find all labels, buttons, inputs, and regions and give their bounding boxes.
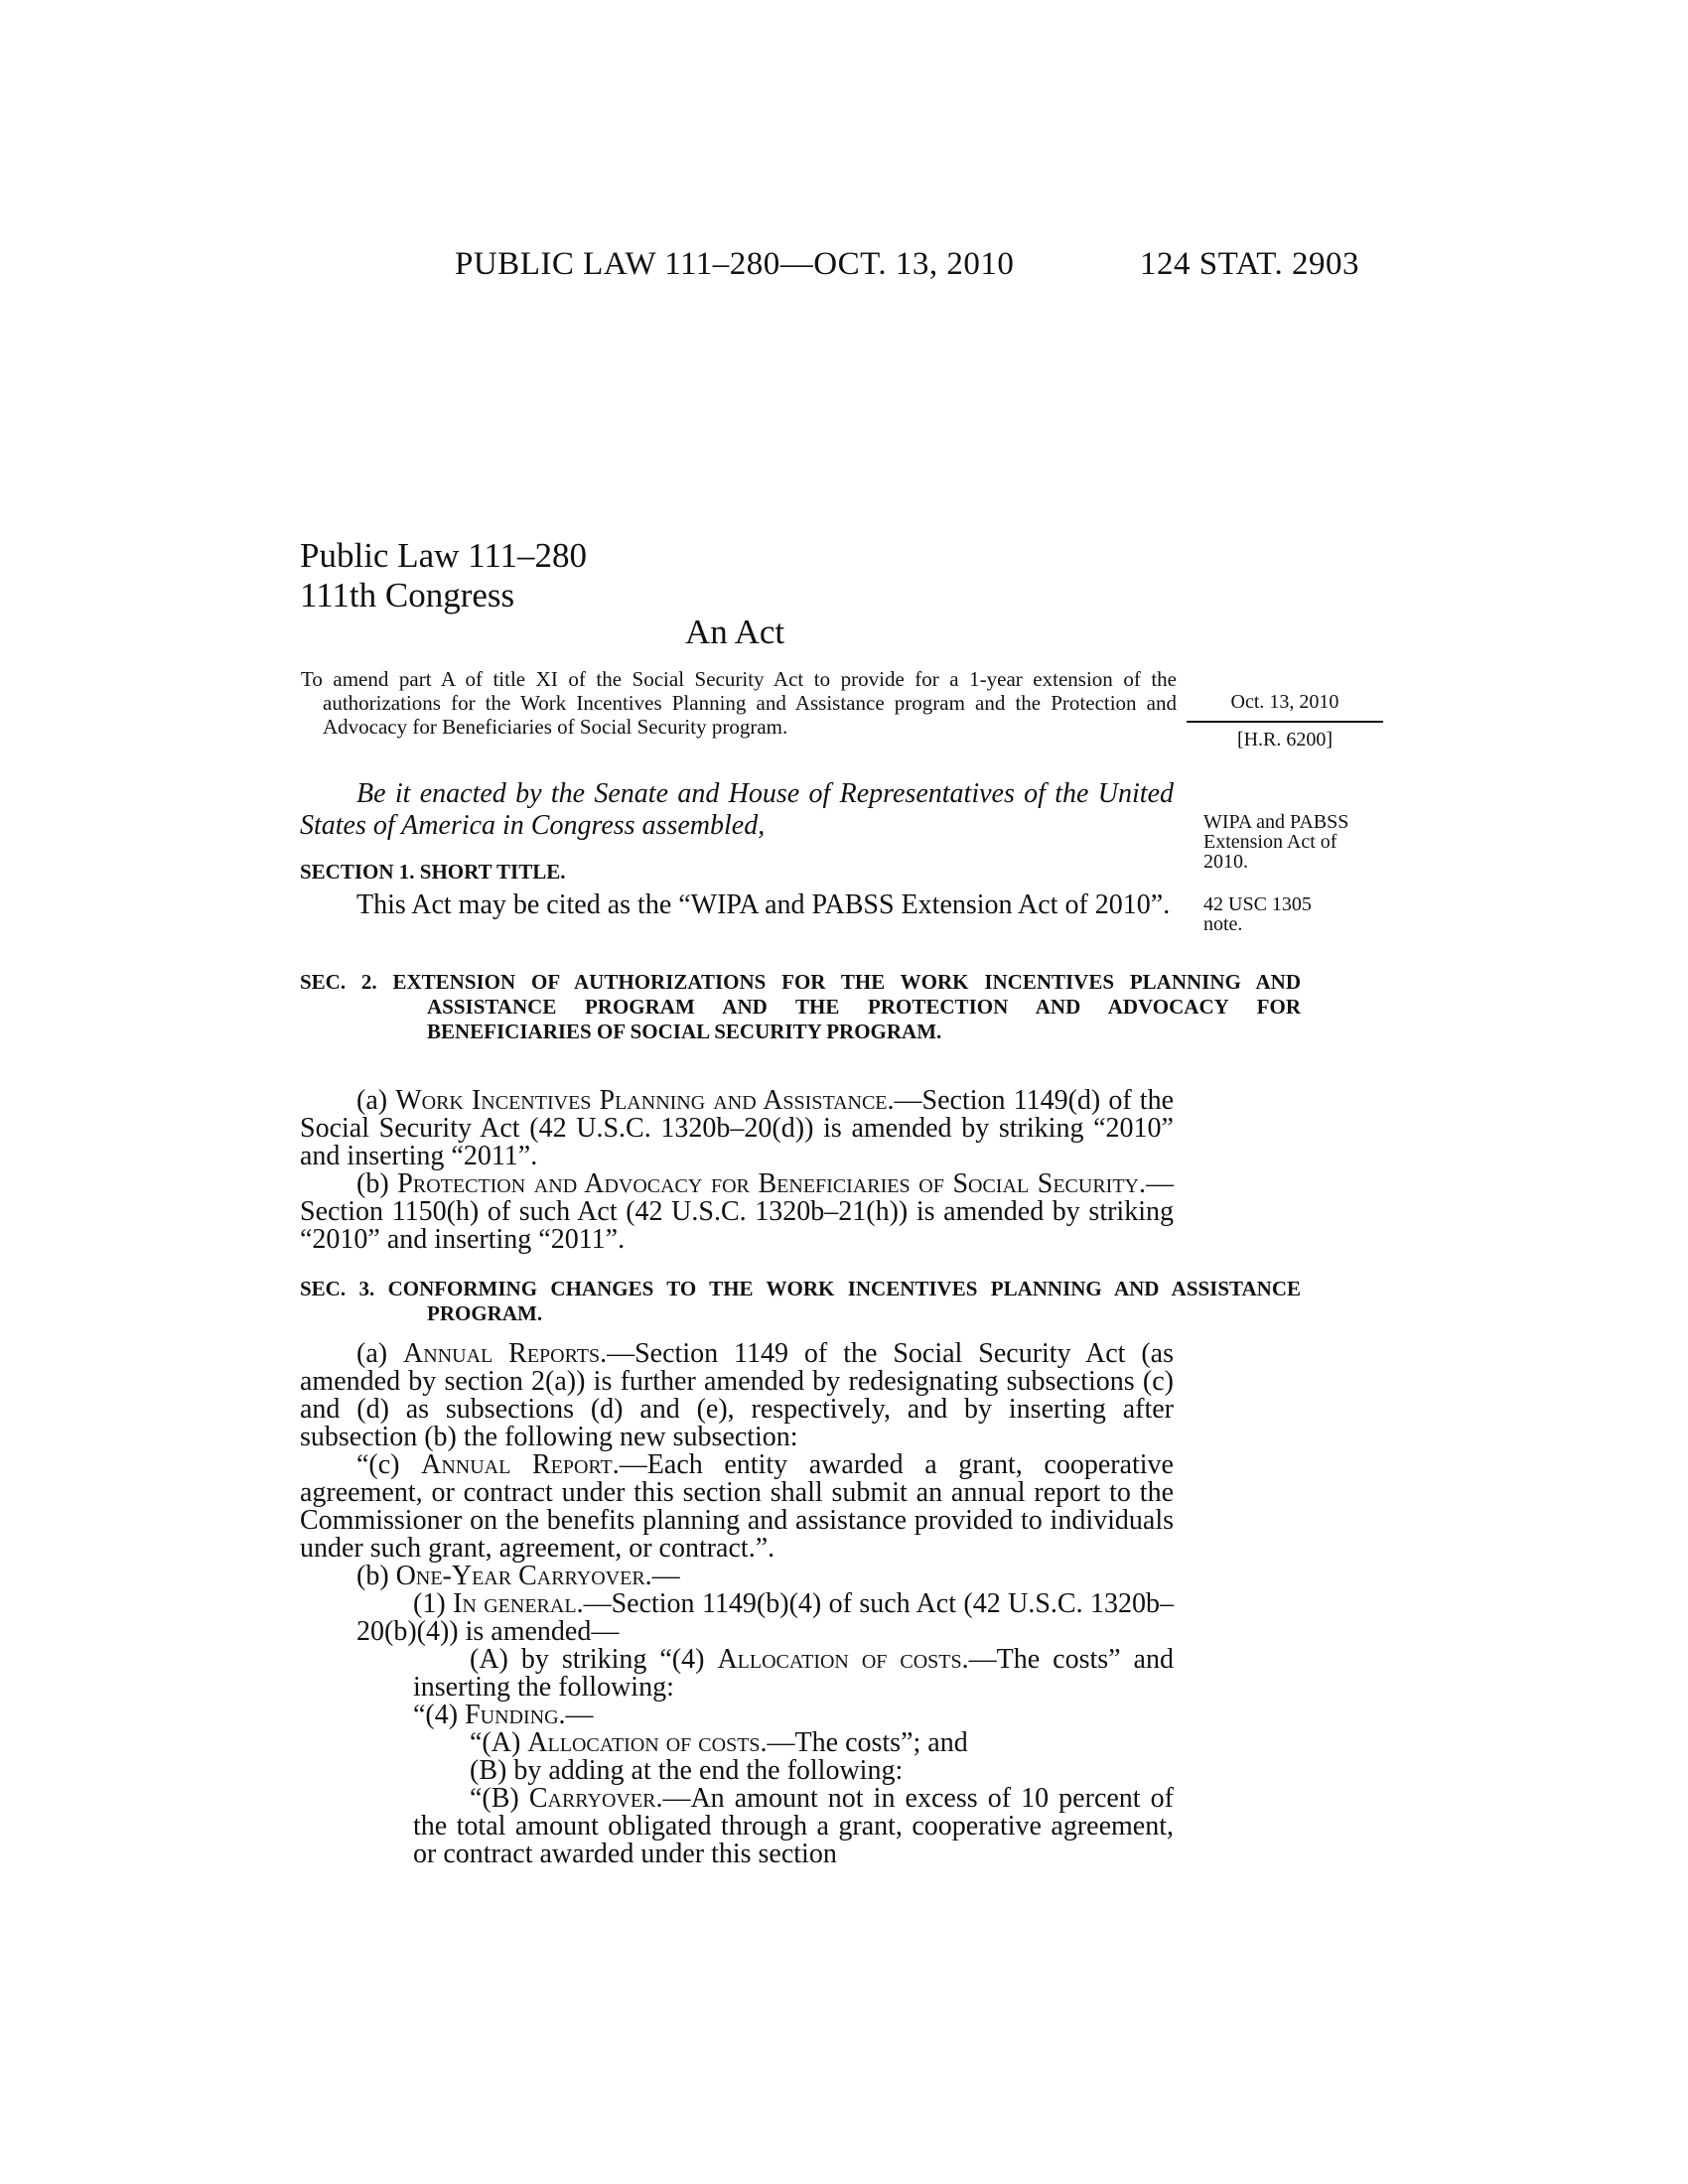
section-3-body [300, 1340, 1174, 1868]
subsection-caption: One-Year Carryover [395, 1561, 645, 1591]
act-title: An Act [685, 613, 785, 651]
paragraph-caption: In general [453, 1588, 577, 1619]
section-3-heading: SEC. 3. CONFORMING CHANGES TO THE WORK INCENTIVES PLANNING AND ASSISTANCE PROGRAM. [300, 1277, 1301, 1325]
purpose-clause [301, 667, 1177, 739]
purpose-text: To amend part A of title XI of the Social Security Act to provide for a 1-year extension of the authorizations for the Work Incentives Planning and Assistance program and the Protection and Advocacy for Beneficiaries of Social Security program. [301, 667, 1177, 739]
section-1-text: This Act may be cited as the “WIPA and PABSS Extension Act of 2010”. [356, 889, 1171, 920]
subparagraph-A: (A) by striking “(4) Allocation of costs.—The costs” and inserting the following: [413, 1644, 1174, 1703]
congress-number: 111th Congress [300, 576, 515, 614]
section-2-subsection-b: (b) Protection and Advocacy for Beneficiaries of Social Security.—Section 1150(h) of such Act (42 U.S.C. 1320b–21(h)) is amended by striking “2010” and inserting “2011”. [300, 1168, 1174, 1255]
inserted-subsection-c: “(c) Annual Report.—Each entity awarded a grant, cooperative agreement, or contract under this section shall submit an annual report to the Commissioner on the benefits planning and assistance provided to individuals under such grant, agreement, or contract.”. [300, 1449, 1174, 1564]
short-title-margin-note: WIPA and PABSS Extension Act of 2010. [1203, 811, 1349, 873]
subparagraph-caption: Allocation of costs [527, 1727, 761, 1758]
subparagraph-B: (B) by adding at the end the following: [470, 1755, 904, 1786]
usc-margin-note: 42 USC 1305 note. [1203, 893, 1312, 935]
subsection-caption: Annual Report [421, 1449, 613, 1480]
subsection-caption: Protection and Advocacy for Beneficiaries of Social Security [397, 1168, 1139, 1199]
section-3-subsection-a: (a) Annual Reports.—Section 1149 of the Social Security Act (as amended by section 2(a)) is further amended by redesignating subsections (c) and (d) as subsections (d) and (e), respectively, and by inserting after subsection (b) the following new subsection: [300, 1338, 1174, 1452]
inserted-paragraph-4: “(4) Funding.— [413, 1700, 594, 1730]
paragraph-caption: Funding [465, 1700, 559, 1730]
section-2-body [300, 1087, 1174, 1254]
section-1-heading: SECTION 1. SHORT TITLE. [300, 860, 566, 884]
bill-number-note: [H.R. 6200] [1236, 729, 1334, 751]
public-law-number: Public Law 111–280 [300, 536, 588, 575]
inserted-subparagraph-B: “(B) Carryover.—An amount not in excess of 10 percent of the total amount obligated through a grant, cooperative agreement, or contract awarded under this section [413, 1783, 1174, 1869]
section-2-heading: SEC. 2. EXTENSION OF AUTHORIZATIONS FOR THE WORK INCENTIVES PLANNING AND ASSISTANCE PROGRAM AND THE PROTECTION AND ADVOCACY FOR BENEFICIARIES OF SOCIAL SECURITY PROGRAM. [300, 970, 1301, 1043]
subsection-caption: Work Incentives Planning and Assistance [395, 1085, 888, 1116]
enacting-clause: Be it enacted by the Senate and House of Representatives of the United States of America in Congress assembled, [300, 778, 1174, 841]
paragraph-1: (1) In general.—Section 1149(b)(4) of such Act (42 U.S.C. 1320b–20(b)(4)) is amended— [356, 1588, 1174, 1647]
subparagraph-caption: Allocation of costs [717, 1644, 962, 1675]
margin-divider [1187, 721, 1383, 723]
section-2-subsection-a: (a) Work Incentives Planning and Assistance.—Section 1149(d) of the Social Security Act (42 U.S.C. 1320b–20(d)) is amended by striking “2010” and inserting “2011”. [300, 1085, 1174, 1171]
running-header-page: 124 STAT. 2903 [1140, 246, 1360, 282]
inserted-subparagraph-A: “(A) Allocation of costs.—The costs”; and [470, 1727, 968, 1758]
running-header-left: PUBLIC LAW 111–280—OCT. 13, 2010 [455, 246, 1015, 282]
enactment-date-note: Oct. 13, 2010 [1230, 691, 1339, 713]
subsection-caption: Annual Reports [403, 1338, 601, 1369]
section-3-subsection-b: (b) One-Year Carryover.— [356, 1561, 680, 1591]
subparagraph-caption: Carryover [528, 1783, 656, 1814]
